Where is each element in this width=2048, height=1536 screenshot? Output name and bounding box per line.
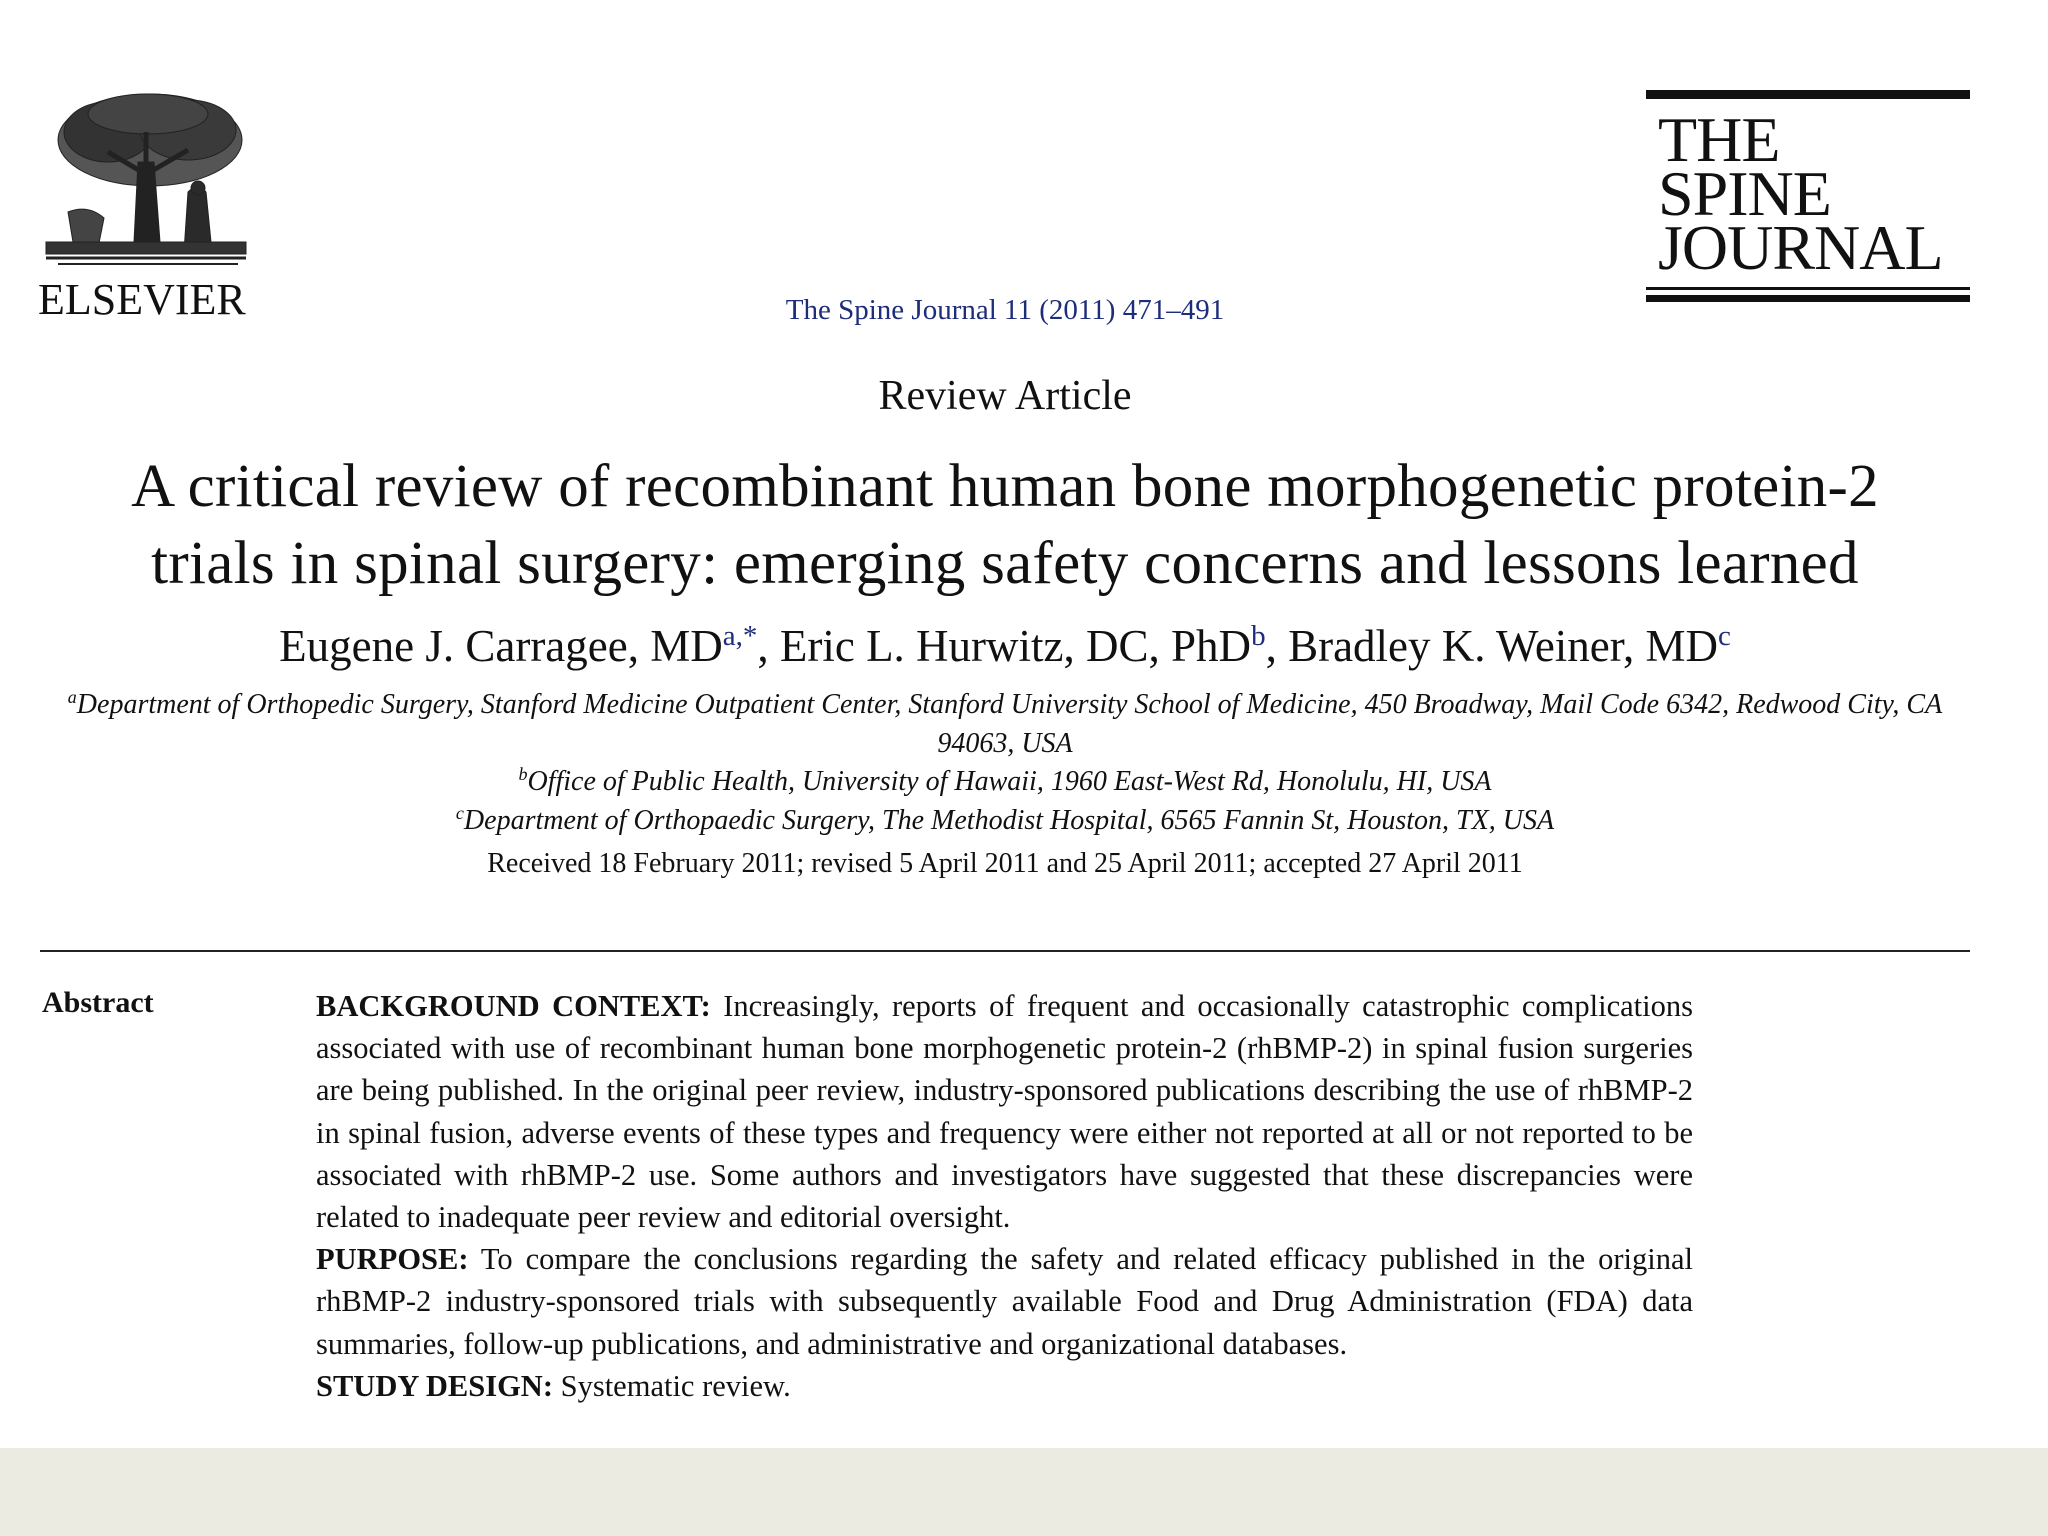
abstract-body <box>316 985 1693 1407</box>
abstract-label: Abstract <box>42 986 154 1019</box>
affiliation-text: Department of Orthopaedic Surgery, The Methodist Hospital, 6565 Fannin St, Houston, TX, USA <box>463 804 1555 836</box>
journal-citation[interactable]: The Spine Journal 11 (2011) 471–491 <box>785 294 1225 326</box>
abstract-heading: PURPOSE: <box>316 1242 469 1277</box>
affiliation-text: Office of Public Health, University of Hawaii, 1960 East-West Rd, Honolulu, HI, USA <box>527 766 1492 797</box>
elsevier-wordmark: ELSEVIER <box>38 275 246 324</box>
affiliation <box>60 802 1950 841</box>
author-affiliation-link[interactable]: c <box>1717 620 1731 652</box>
article-type: Review Article <box>878 373 1132 419</box>
abstract-heading: BACKGROUND CONTEXT: <box>316 989 711 1023</box>
author-list <box>0 616 2010 676</box>
masthead-line: JOURNAL <box>1658 212 1943 283</box>
abstract-text: Increasingly, reports of frequent and occasionally catastrophic complications associated with use of recombinant human bone morphogenetic protein-2 (rhBMP-2) in spinal fusion surgeries are being published. In the original peer review, industry-sponsored publications describing the use of rhBMP-2 in spinal fusion, adverse events of these types and frequency were either not reported at all or not reported to be associated with rhBMP-2 use. Some authors and investigators have suggested that these discrepancies were related to inadequate peer review and editorial oversight. <box>316 989 1693 1235</box>
article-title <box>40 448 1970 602</box>
elsevier-logo <box>38 92 250 322</box>
affiliation <box>60 686 1950 763</box>
journal-masthead <box>1646 90 1970 302</box>
author-name: Eugene J. Carragee, MD <box>279 621 723 671</box>
masthead-line: SPINE <box>1658 158 1831 229</box>
title-line: trials in spinal surgery: emerging safety concerns and lessons learned <box>151 530 1859 597</box>
affiliation-marker: b <box>518 764 528 784</box>
affiliation-list <box>60 686 1950 840</box>
title-line: A critical review of recombinant human bone morphogenetic protein-2 <box>131 453 1879 520</box>
author-affiliation-link[interactable]: b <box>1251 620 1266 652</box>
author-name: Bradley K. Weiner, MD <box>1288 621 1718 671</box>
viewer-bottom-band <box>0 1448 2048 1536</box>
abstract-section <box>316 1238 1693 1365</box>
abstract-text: To compare the conclusions regarding the safety and related efficacy published in the original rhBMP-2 industry-sponsored trials with subsequently available Food and Drug Administration (FDA) data summaries, follow-up publications, and administrative and organizational databases. <box>316 1242 1694 1361</box>
abstract-section <box>316 1365 1693 1407</box>
author-separator: , <box>757 621 780 671</box>
abstract-heading: STUDY DESIGN: <box>316 1368 553 1403</box>
author-name: Eric L. Hurwitz, DC, PhD <box>779 621 1252 671</box>
abstract-section <box>316 985 1693 1238</box>
affiliation-marker: c <box>455 802 464 823</box>
abstract-text: Systematic review. <box>560 1368 791 1403</box>
author-affiliation-link[interactable]: a,* <box>722 620 758 652</box>
masthead-rule-top <box>1646 90 1970 99</box>
masthead-line: THE <box>1658 104 1780 175</box>
masthead-rule-bottom-thin <box>1646 287 1970 290</box>
elsevier-tree-icon <box>38 92 250 276</box>
affiliation <box>60 763 1950 802</box>
history-dates: Received 18 February 2011; revised 5 April 2011 and 25 April 2011; accepted 27 April 2011 <box>487 848 1523 879</box>
masthead-rule-bottom <box>1646 295 1970 302</box>
masthead-title <box>1646 99 1970 283</box>
author-separator: , <box>1265 621 1289 671</box>
affiliation-text: Department of Orthopedic Surgery, Stanford Medicine Outpatient Center, Stanford University School of Medicine, 450 Broadway, Mail Code 6342, Redwood City, CA 94063, USA <box>76 689 1943 759</box>
section-divider <box>40 950 1970 952</box>
affiliation-marker: a <box>67 687 77 707</box>
